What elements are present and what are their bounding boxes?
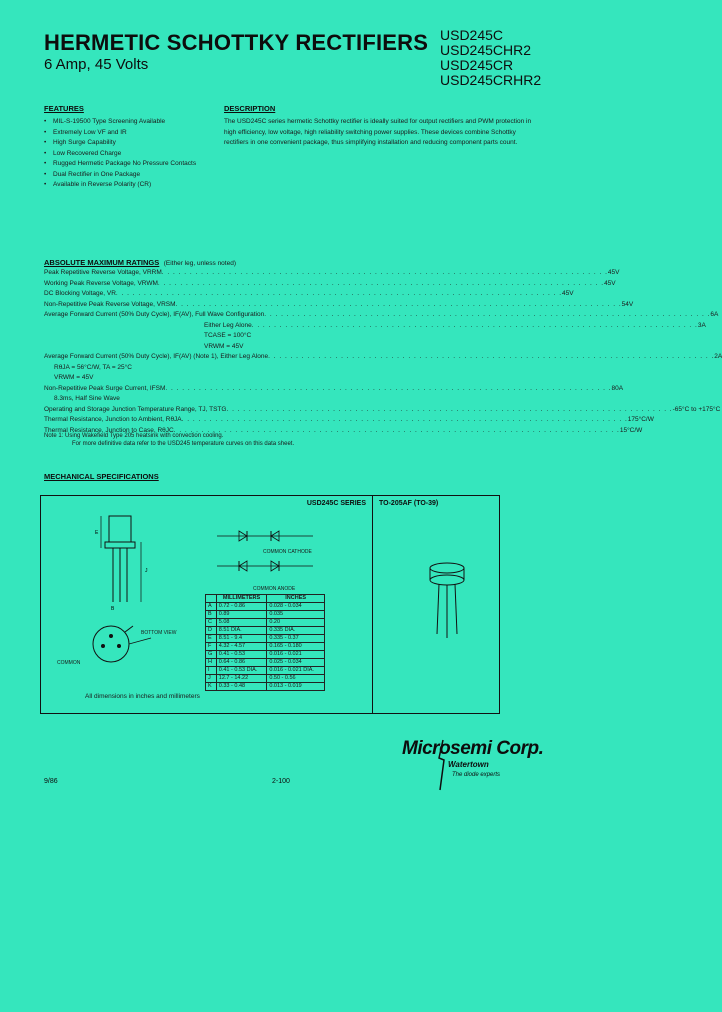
- dimension-row: [206, 619, 325, 627]
- rating-row: [44, 310, 719, 321]
- rating-label: Operating and Storage Junction Temperature Range, TJ, TSTG: [44, 405, 227, 413]
- part-number: USD245C: [440, 27, 504, 43]
- dimension-row: [206, 643, 325, 651]
- rating-row: [44, 394, 362, 405]
- ratings-heading-note: (Either leg, unless noted): [163, 260, 236, 267]
- footer-date: 9/86: [44, 778, 58, 785]
- rating-row: [44, 300, 634, 311]
- part-number: USD245CRHR2: [440, 72, 542, 88]
- feature-item: • Low Recovered Charge: [44, 149, 204, 160]
- rating-row: [44, 373, 362, 384]
- description-text: The USD245C series hermetic Schottky rectifier is ideally suited for output rectifiers and PWM protection in high efficiency, low voltage, high reliability switching power supplies. These devices combine Schottky rectifiers in one convenient package, thus simplifying installation and reducing component parts count.: [224, 118, 532, 146]
- rating-label: Thermal Resistance, Junction to Case, RθJC: [44, 426, 174, 434]
- rating-row: [44, 268, 620, 279]
- rating-value: 80A: [611, 384, 624, 392]
- dimension-table-header: [206, 595, 325, 603]
- dimension-cell-dim: H: [206, 659, 217, 667]
- schematic-diagram: [213, 526, 323, 586]
- note-line: For more definitive data refer to the USD245 temperature curves on this data sheet.: [72, 441, 295, 447]
- dimension-cell-mm: 12.7 - 14.22: [216, 675, 267, 683]
- rating-row: [44, 331, 362, 342]
- dimension-cell-mm: 0.33 - 0.48: [216, 683, 267, 691]
- dimension-row: [206, 611, 325, 619]
- dimension-row: [206, 683, 325, 691]
- dimension-cell-dim: F: [206, 643, 217, 651]
- leader-dots: . . . . . . . . . . . . . . . . . . . . . . . . . . . . . . . . . . . . . . . . . . . . . . . . . . . . . . . . . . . . . . . . . . . . . . . . . . . . . . . .: [175, 300, 622, 308]
- ratings-list: [44, 268, 722, 436]
- svg-text:E: E: [95, 530, 99, 536]
- rating-label: Non-Repetitive Peak Reverse Voltage, VRSM: [44, 300, 176, 308]
- mm-header: MILLIMETERS: [216, 595, 267, 603]
- svg-text:B: B: [111, 606, 115, 612]
- bottom-view-label: BOTTOM VIEW: [141, 630, 177, 636]
- leader-dots: . . . . . . . . . . . . . . . . . . . . . . . . . . . . . . . . . . . . . . . . . . . . . . . . . . . . . . . . . . . . . . . . . . . . . . . . . . . . . . . .: [264, 311, 711, 318]
- dimension-cell-dim: B: [206, 611, 217, 619]
- rating-value: 45V: [604, 279, 616, 287]
- part-number-list: [440, 28, 541, 88]
- rating-value: 6A: [710, 311, 719, 318]
- dimension-cell-in: 0.025 - 0.034: [267, 659, 325, 667]
- dimension-cell-dim: G: [206, 651, 217, 659]
- rating-label: Average Forward Current (50% Duty Cycle), IF(AV), Full Wave Configuration: [44, 311, 265, 318]
- microsemi-logo: Microsemi Corp.: [402, 738, 544, 759]
- dimension-cell-dim: A: [206, 603, 217, 611]
- rating-label: 8.3ms, Half Sine Wave: [54, 395, 120, 402]
- rating-row: [44, 321, 706, 332]
- dimension-cell-mm: 5.08: [216, 619, 267, 627]
- rating-label: Working Peak Reverse Voltage, VRWM: [44, 279, 158, 287]
- leader-dots: . . . . . . . . . . . . . . . . . . . . . . . . . . . . . . . . . . . . . . . . . . . . . . . . . . . . . . . . . . . . . . . . . . . . . . . . . . . . . . . .: [165, 384, 612, 392]
- dimension-cell-dim: D: [206, 627, 217, 635]
- dimension-cell-in: 0.165 - 0.180: [267, 643, 325, 651]
- rating-label: RθJA = 56°C/W, TA = 25°C: [54, 363, 132, 371]
- leader-dots: . . . . . . . . . . . . . . . . . . . . . . . . . . . . . . . . . . . . . . . . . . . . . . . . . . . . . . . . . . . . . . . . . . . . . . . . . . . . . . . .: [251, 321, 698, 329]
- rating-value: 45V: [562, 290, 574, 297]
- rating-label: DC Blocking Voltage, VR: [44, 290, 116, 297]
- rating-row: [44, 352, 722, 363]
- dimension-cell-mm: 0.89: [216, 611, 267, 619]
- ratings-heading: ABSOLUTE MAXIMUM RATINGS: [44, 258, 160, 267]
- series-tag: USD245C SERIES: [306, 500, 366, 507]
- dimension-cell-in: 0.20: [267, 619, 325, 627]
- rating-value: 175°C/W: [627, 416, 654, 423]
- dimension-cell-mm: 8.51 - 9.4: [216, 635, 267, 643]
- feature-item: • High Surge Capability: [44, 138, 204, 149]
- package-side-view-diagram: [81, 502, 171, 612]
- logo-tagline: The diode experts: [452, 772, 501, 778]
- dimension-row: [206, 627, 325, 635]
- to39-package-diagram: [423, 556, 473, 646]
- rating-value: -65°C to +175°C: [672, 405, 721, 413]
- feature-item: • Dual Rectifier in One Package: [44, 170, 204, 181]
- inches-header: INCHES: [267, 595, 325, 603]
- mechanical-drawing-box: [40, 495, 373, 714]
- part-number: USD245CHR2: [440, 42, 532, 58]
- leader-dots: . . . . . . . . . . . . . . . . . . . . . . . . . . . . . . . . . . . . . . . . . . . . . . . . . . . . . . . . . . . . . . . . . . . . . . . . . . . . . . . .: [115, 290, 563, 297]
- rating-value: 3A: [697, 321, 706, 329]
- rating-value: 2A: [714, 353, 722, 360]
- leader-dots: . . . . . . . . . . . . . . . . . . . . . . . . . . . . . . . . . . . . . . . . . . . . . . . . . . . . . . . . . . . . . . . . . . . . . . . . . . . . . . . .: [161, 269, 608, 276]
- package-bottom-view-diagram: [81, 616, 181, 676]
- dimension-cell-mm: 0.72 - 0.86: [216, 603, 267, 611]
- dimension-note: All dimensions in inches and millimeters: [85, 693, 200, 700]
- mechanical-heading: MECHANICAL SPECIFICATIONS: [44, 472, 159, 481]
- description-heading: DESCRIPTION: [224, 104, 276, 113]
- rating-label: Peak Repetitive Reverse Voltage, VRRM: [44, 269, 162, 276]
- dimension-cell-in: 0.335 DIA.: [267, 627, 325, 635]
- part-number: USD245CR: [440, 57, 514, 73]
- dimension-cell-dim: E: [206, 635, 217, 643]
- rating-row: [44, 415, 654, 426]
- features-heading: FEATURES: [44, 104, 84, 113]
- dimension-row: [206, 667, 325, 675]
- dimension-cell-dim: J: [206, 675, 217, 683]
- rating-label: TCASE = 100°C: [204, 332, 252, 339]
- rating-value: 45V: [607, 269, 620, 276]
- dim-header: [206, 595, 217, 603]
- dimension-cell-in: 0.50 - 0.56: [267, 675, 325, 683]
- rating-label: Either Leg Alone: [204, 321, 252, 329]
- leader-dots: . . . . . . . . . . . . . . . . . . . . . . . . . . . . . . . . . . . . . . . . . . . . . . . . . . . . . . . . . . . . . . . . . . . . . . . . . . . . . . . .: [226, 405, 673, 413]
- footer-page-number: 2-100: [272, 778, 290, 785]
- svg-text:J: J: [145, 568, 148, 574]
- rating-label: Non-Repetitive Peak Surge Current, IFSM: [44, 384, 166, 392]
- logo-bolt-icon: [436, 740, 448, 790]
- rating-row: [44, 384, 624, 395]
- rating-row: [44, 405, 721, 416]
- dimension-cell-mm: 8.51 DIA.: [216, 627, 267, 635]
- logo-location: Watertown: [448, 760, 489, 769]
- dimension-row: [206, 635, 325, 643]
- dimension-cell-mm: 0.41 - 0.53: [216, 651, 267, 659]
- dimension-cell-in: 0.016 - 0.021: [267, 651, 325, 659]
- package-drawing-box: [371, 495, 500, 714]
- dimension-cell-in: 0.016 - 0.021 DIA.: [267, 667, 325, 675]
- rating-value: 54V: [621, 300, 634, 308]
- dimension-row: [206, 675, 325, 683]
- leader-dots: . . . . . . . . . . . . . . . . . . . . . . . . . . . . . . . . . . . . . . . . . . . . . . . . . . . . . . . . . . . . . . . . . . . . . . . . . . . . . . . .: [157, 279, 605, 287]
- ratings-notes: [44, 432, 374, 448]
- rating-row: [44, 279, 616, 290]
- dimension-cell-dim: I: [206, 667, 217, 675]
- common-label: COMMON: [57, 660, 81, 666]
- note-line: Note 1: Using Wakefield Type 205 heatsink with convection cooling.: [44, 433, 224, 439]
- features-list: [44, 117, 204, 191]
- feature-item: • Extremely Low VF and IR: [44, 128, 204, 139]
- dimension-cell-dim: K: [206, 683, 217, 691]
- common-cathode-label: COMMON CATHODE: [263, 549, 312, 555]
- dimension-cell-dim: C: [206, 619, 217, 627]
- package-tag: TO-205AF (TO-39): [379, 500, 439, 507]
- feature-item: • Available in Reverse Polarity (CR): [44, 180, 204, 191]
- dimension-table: [205, 594, 325, 691]
- dimension-cell-in: 0.013 - 0.019: [267, 683, 325, 691]
- rating-label: VRWM = 45V: [54, 374, 94, 381]
- rating-row: [44, 342, 362, 353]
- rating-row: [44, 363, 362, 374]
- page-subtitle: 6 Amp, 45 Volts: [44, 56, 149, 73]
- dimension-row: [206, 603, 325, 611]
- dimension-cell-in: 0.335 - 0.37: [267, 635, 325, 643]
- rating-value: 15°C/W: [619, 426, 643, 434]
- dimension-cell-mm: 0.41 - 0.53 DIA.: [216, 667, 267, 675]
- rating-label: VRWM = 45V: [204, 342, 244, 350]
- dimension-row: [206, 659, 325, 667]
- feature-item: • Rugged Hermetic Package No Pressure Contacts: [44, 159, 204, 170]
- dimension-cell-mm: 0.64 - 0.86: [216, 659, 267, 667]
- rating-label: Average Forward Current (50% Duty Cycle), IF(AV) (Note 1), Either Leg Alone: [44, 353, 269, 360]
- leader-dots: . . . . . . . . . . . . . . . . . . . . . . . . . . . . . . . . . . . . . . . . . . . . . . . . . . . . . . . . . . . . . . . . . . . . . . . . . . . . . . . .: [268, 353, 715, 360]
- dimension-cell-mm: 4.32 - 4.57: [216, 643, 267, 651]
- common-anode-label: COMMON ANODE: [253, 586, 296, 592]
- dimension-cell-in: 0.035: [267, 611, 325, 619]
- feature-item: • MIL-S-19500 Type Screening Available: [44, 117, 204, 128]
- dimension-cell-in: 0.028 - 0.034: [267, 603, 325, 611]
- rating-row: [44, 289, 574, 300]
- page-title: HERMETIC SCHOTTKY RECTIFIERS: [44, 30, 429, 55]
- leader-dots: . . . . . . . . . . . . . . . . . . . . . . . . . . . . . . . . . . . . . . . . . . . . . . . . . . . . . . . . . . . . . . . . . . . . . . . . . . . . . . . .: [173, 426, 620, 434]
- dimension-row: [206, 651, 325, 659]
- leader-dots: . . . . . . . . . . . . . . . . . . . . . . . . . . . . . . . . . . . . . . . . . . . . . . . . . . . . . . . . . . . . . . . . . . . . . . . . . . . . . . . .: [181, 416, 628, 423]
- rating-label: Thermal Resistance, Junction to Ambient, RθJA: [44, 416, 182, 423]
